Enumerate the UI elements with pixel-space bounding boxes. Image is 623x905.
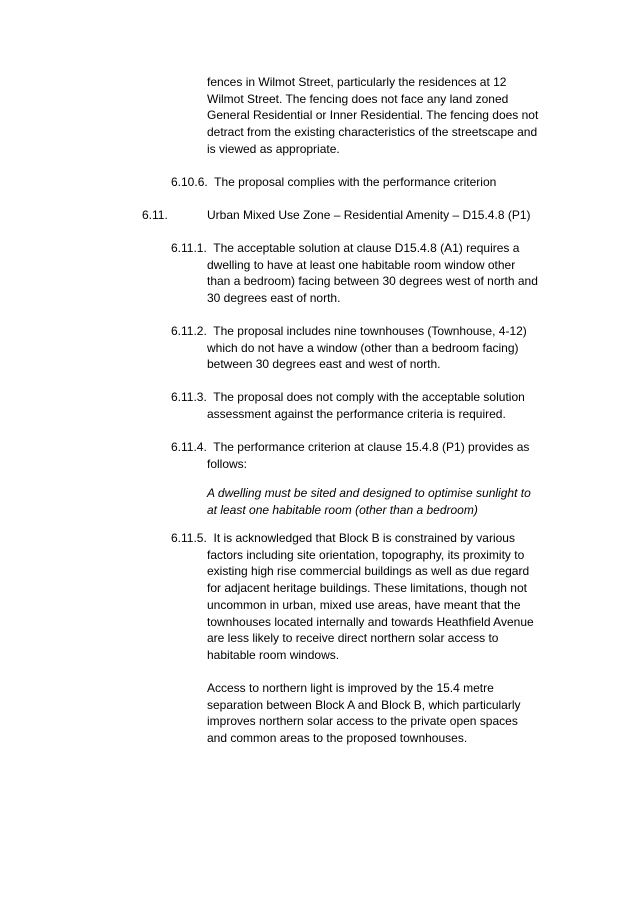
paragraph-number: 6.11.3. xyxy=(171,390,207,404)
text-line: and common areas to the proposed townhouses. xyxy=(207,731,468,746)
text-line: fences in Wilmot Street, particularly the residences at 12 xyxy=(207,75,507,89)
text-line: is viewed as appropriate. xyxy=(207,141,340,156)
paragraph-6-11-2 xyxy=(171,323,567,373)
paragraph-northern-light xyxy=(207,680,567,747)
text-line: Access to northern light is improved by the 15.4 metre xyxy=(207,681,494,695)
paragraph-text: The proposal complies with the performance criterion xyxy=(214,175,497,189)
text-line: existing high rise commercial buildings as well as due regard xyxy=(207,564,530,579)
text-line: The proposal includes nine townhouses (Townhouse, 4-12) xyxy=(213,324,527,338)
text-line: 30 degrees east of north. xyxy=(207,291,341,306)
paragraph-6-11-1 xyxy=(171,240,567,307)
text-line: The acceptable solution at clause D15.4.8 (A1) requires a xyxy=(213,241,520,255)
text-line: habitable room windows. xyxy=(207,647,340,662)
paragraph-number: 6.11.1. xyxy=(171,241,207,255)
paragraph-intro xyxy=(207,74,567,158)
text-line: for adjacent heritage buildings. These limitations, though not xyxy=(207,581,527,596)
paragraph-6-10-6 xyxy=(171,174,567,191)
text-line: than a bedroom) facing between 30 degrees west of north and xyxy=(207,274,538,289)
text-line: The performance criterion at clause 15.4.8 (P1) provides as xyxy=(213,440,530,454)
text-line: uncommon in urban, mixed use areas, have meant that the xyxy=(207,597,521,612)
text-line: are less likely to receive direct northern solar access to xyxy=(207,631,499,646)
text-line: separation between Block A and Block B, which particularly xyxy=(207,697,521,712)
section-title: Urban Mixed Use Zone – Residential Amenity – D15.4.8 (P1) xyxy=(207,208,531,222)
quoted-criterion xyxy=(207,485,567,518)
text-line: General Residential or Inner Residential. The fencing does not xyxy=(207,108,539,123)
paragraph-number: 6.10.6. xyxy=(171,175,208,189)
paragraph-number: 6.11.2. xyxy=(171,324,207,338)
text-line: The proposal does not comply with the acceptable solution xyxy=(213,390,525,404)
text-line: follows: xyxy=(207,456,248,471)
text-line: which do not have a window (other than a bedroom facing) xyxy=(207,340,519,355)
text-line: A dwelling must be sited and designed to optimise sunlight to xyxy=(207,486,531,500)
text-line: dwelling to have at least one habitable room window other xyxy=(207,257,516,272)
text-line: townhouses located internally and towards Heathfield Avenue xyxy=(207,614,534,629)
paragraph-number: 6.11.5. xyxy=(171,531,207,545)
section-number: 6.11. xyxy=(142,208,168,222)
text-line: Wilmot Street. The fencing does not face any land zoned xyxy=(207,91,509,106)
paragraph-6-11-4 xyxy=(171,439,567,472)
paragraph-6-11-3 xyxy=(171,389,567,422)
paragraph-number: 6.11.4. xyxy=(171,440,207,454)
text-line: factors including site orientation, topography, its proximity to xyxy=(207,547,525,562)
text-line: between 30 degrees east and west of north. xyxy=(207,357,441,372)
text-line: at least one habitable room (other than a bedroom) xyxy=(207,502,478,517)
text-line: It is acknowledged that Block B is constrained by various xyxy=(213,531,515,545)
paragraph-6-11-5 xyxy=(171,530,567,664)
text-line: improves northern solar access to the private open spaces xyxy=(207,714,518,729)
text-line: detract from the existing characteristics of the streetscape and xyxy=(207,125,538,140)
text-line: assessment against the performance criteria is required. xyxy=(207,406,506,421)
